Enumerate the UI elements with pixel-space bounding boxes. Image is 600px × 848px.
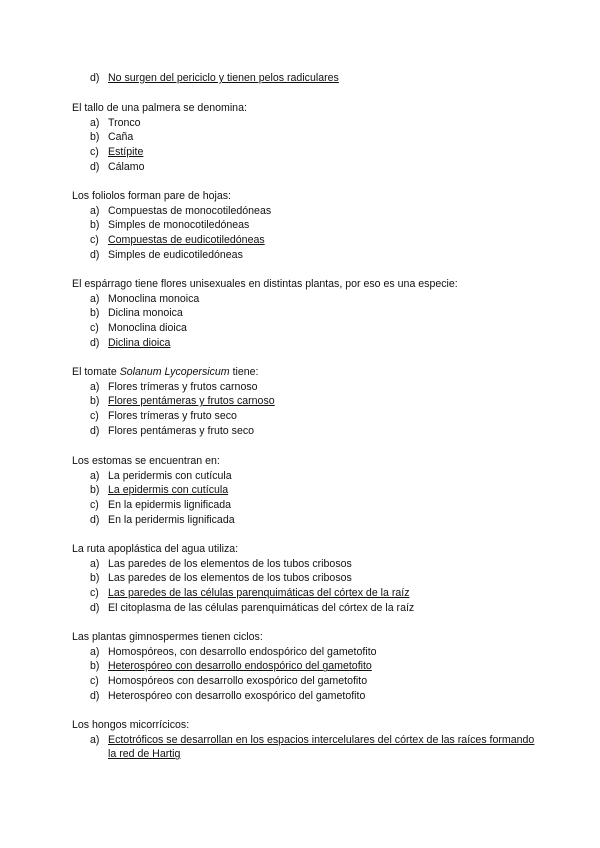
option-item [72, 586, 542, 601]
option-text: Simples de monocotiledóneas [108, 219, 250, 232]
question-text: Los foliolos forman pare de hojas: [72, 190, 231, 202]
option-item [72, 601, 542, 616]
option-item [72, 424, 542, 439]
question-text: El tallo de una palmera se denomina: [72, 102, 247, 114]
option-item [72, 674, 542, 689]
option-letter: b) [90, 131, 100, 144]
option-text: Simples de eudicotiledóneas [108, 248, 243, 261]
question-text: Los estomas se encuentran en: [72, 455, 220, 467]
option-list [72, 116, 542, 175]
option-letter: d) [90, 336, 100, 349]
option-letter: d) [90, 248, 100, 261]
option-item [72, 292, 542, 307]
option-text: En la peridermis lignificada [108, 513, 235, 526]
option-text: Diclina dioica [108, 336, 171, 349]
option-text: Homospóreos, con desarrollo endospórico del gametofito [108, 645, 377, 658]
option-item [72, 204, 542, 219]
option-letter: a) [90, 733, 100, 746]
option-list [72, 469, 542, 528]
option-text: Monoclina monoica [108, 292, 200, 305]
option-item [72, 380, 542, 395]
option-letter: a) [90, 204, 100, 217]
option-item [72, 469, 542, 484]
option-letter: c) [90, 322, 99, 335]
question-block [72, 542, 542, 616]
option-text: Compuestas de eudicotiledóneas [108, 234, 265, 247]
option-item [72, 733, 542, 762]
question-block [72, 189, 542, 263]
option-text: Las paredes de los elementos de los tubos cribosos [108, 557, 352, 570]
option-text: Heterospóreo con desarrollo endospórico del gametofito [108, 660, 372, 673]
option-item [72, 71, 542, 86]
option-item [72, 130, 542, 145]
option-list [72, 733, 542, 762]
question-block [72, 365, 542, 439]
question-text: Las plantas gimnospermes tienen ciclos: [72, 631, 263, 643]
option-item [72, 116, 542, 131]
option-text: Caña [108, 131, 134, 144]
question-text: El espárrago tiene flores unisexuales en distintas plantas, por eso es una especie: [72, 278, 458, 290]
option-list [72, 380, 542, 439]
option-list [72, 204, 542, 263]
option-letter: c) [90, 675, 99, 688]
option-item [72, 145, 542, 160]
option-item [72, 321, 542, 336]
option-item [72, 306, 542, 321]
option-text: El citoplasma de las células parenquimáticas del córtex de la raíz [108, 601, 415, 614]
option-text: Homospóreos con desarrollo exospórico del gametofito [108, 675, 368, 688]
option-item [72, 336, 542, 351]
option-letter: b) [90, 572, 100, 585]
option-letter: b) [90, 660, 100, 673]
species-name: Solanum Lycopersicum [119, 366, 230, 378]
option-item [72, 218, 542, 233]
option-item [72, 233, 542, 248]
option-item [72, 483, 542, 498]
option-text: Cálamo [108, 160, 145, 173]
option-text: No surgen del periciclo y tienen pelos radiculares [108, 72, 339, 84]
option-text: Flores pentámeras y fruto seco [108, 424, 255, 437]
option-letter: b) [90, 307, 100, 320]
option-text: Ectotróficos se desarrollan en los espacios intercelulares del córtex de las raíces formando la red de Hartig [108, 733, 535, 761]
option-item [72, 498, 542, 513]
option-list [72, 645, 542, 704]
option-text: La peridermis con cutícula [108, 469, 232, 482]
option-letter: c) [90, 410, 99, 423]
option-letter: c) [90, 146, 99, 159]
question-text [72, 365, 542, 380]
option-item [72, 394, 542, 409]
option-item [72, 409, 542, 424]
option-letter: c) [90, 234, 99, 247]
option-letter: d) [90, 424, 100, 437]
option-item [72, 659, 542, 674]
option-letter: d) [90, 513, 100, 526]
option-letter: c) [90, 499, 99, 512]
option-text: Flores pentámeras y frutos carnoso [108, 395, 275, 408]
option-text: Estípite [108, 146, 144, 159]
option-letter: a) [90, 469, 100, 482]
option-item [72, 248, 542, 263]
option-list [72, 292, 542, 351]
option-item [72, 160, 542, 175]
question-text-end: tiene: [229, 366, 259, 378]
option-item [72, 557, 542, 572]
option-item [72, 571, 542, 586]
option-list [72, 557, 542, 616]
option-text: Monoclina dioica [108, 322, 187, 335]
option-letter: b) [90, 395, 100, 408]
question-block [72, 630, 542, 704]
option-list [72, 71, 542, 86]
question-text: Los hongos micorrícicos: [72, 719, 190, 731]
option-text: Tronco [108, 116, 141, 129]
option-letter: b) [90, 219, 100, 232]
option-item [72, 689, 542, 704]
option-item [72, 645, 542, 660]
question-block [72, 71, 542, 86]
option-text: En la epidermis lignificada [108, 499, 232, 512]
option-text: Flores trímeras y frutos carnoso [108, 380, 258, 393]
option-letter: a) [90, 645, 100, 658]
option-text: La epidermis con cutícula [108, 484, 229, 497]
question-block [72, 277, 542, 351]
option-letter: d) [90, 601, 100, 614]
option-text: Heterospóreo con desarrollo exospórico del gametofito [108, 689, 366, 702]
option-letter: b) [90, 484, 100, 497]
question-block [72, 101, 542, 175]
option-letter: c) [90, 587, 99, 600]
option-letter: d) [90, 72, 100, 84]
option-text: Las paredes de las células parenquimáticas del córtex de la raíz [108, 587, 410, 600]
question-text: La ruta apoplástica del agua utiliza: [72, 543, 239, 555]
option-item [72, 513, 542, 528]
option-text: Flores trímeras y fruto seco [108, 410, 237, 423]
option-letter: a) [90, 380, 100, 393]
question-text-start: El tomate [72, 366, 120, 378]
question-block [72, 718, 542, 762]
option-letter: a) [90, 557, 100, 570]
option-letter: d) [90, 689, 100, 702]
option-letter: d) [90, 160, 100, 173]
option-letter: a) [90, 116, 100, 129]
option-text: Las paredes de los elementos de los tubos cribosos [108, 572, 352, 585]
option-letter: a) [90, 292, 100, 305]
question-block [72, 454, 542, 528]
option-text: Diclina monoica [108, 307, 183, 320]
option-text: Compuestas de monocotiledóneas [108, 204, 272, 217]
